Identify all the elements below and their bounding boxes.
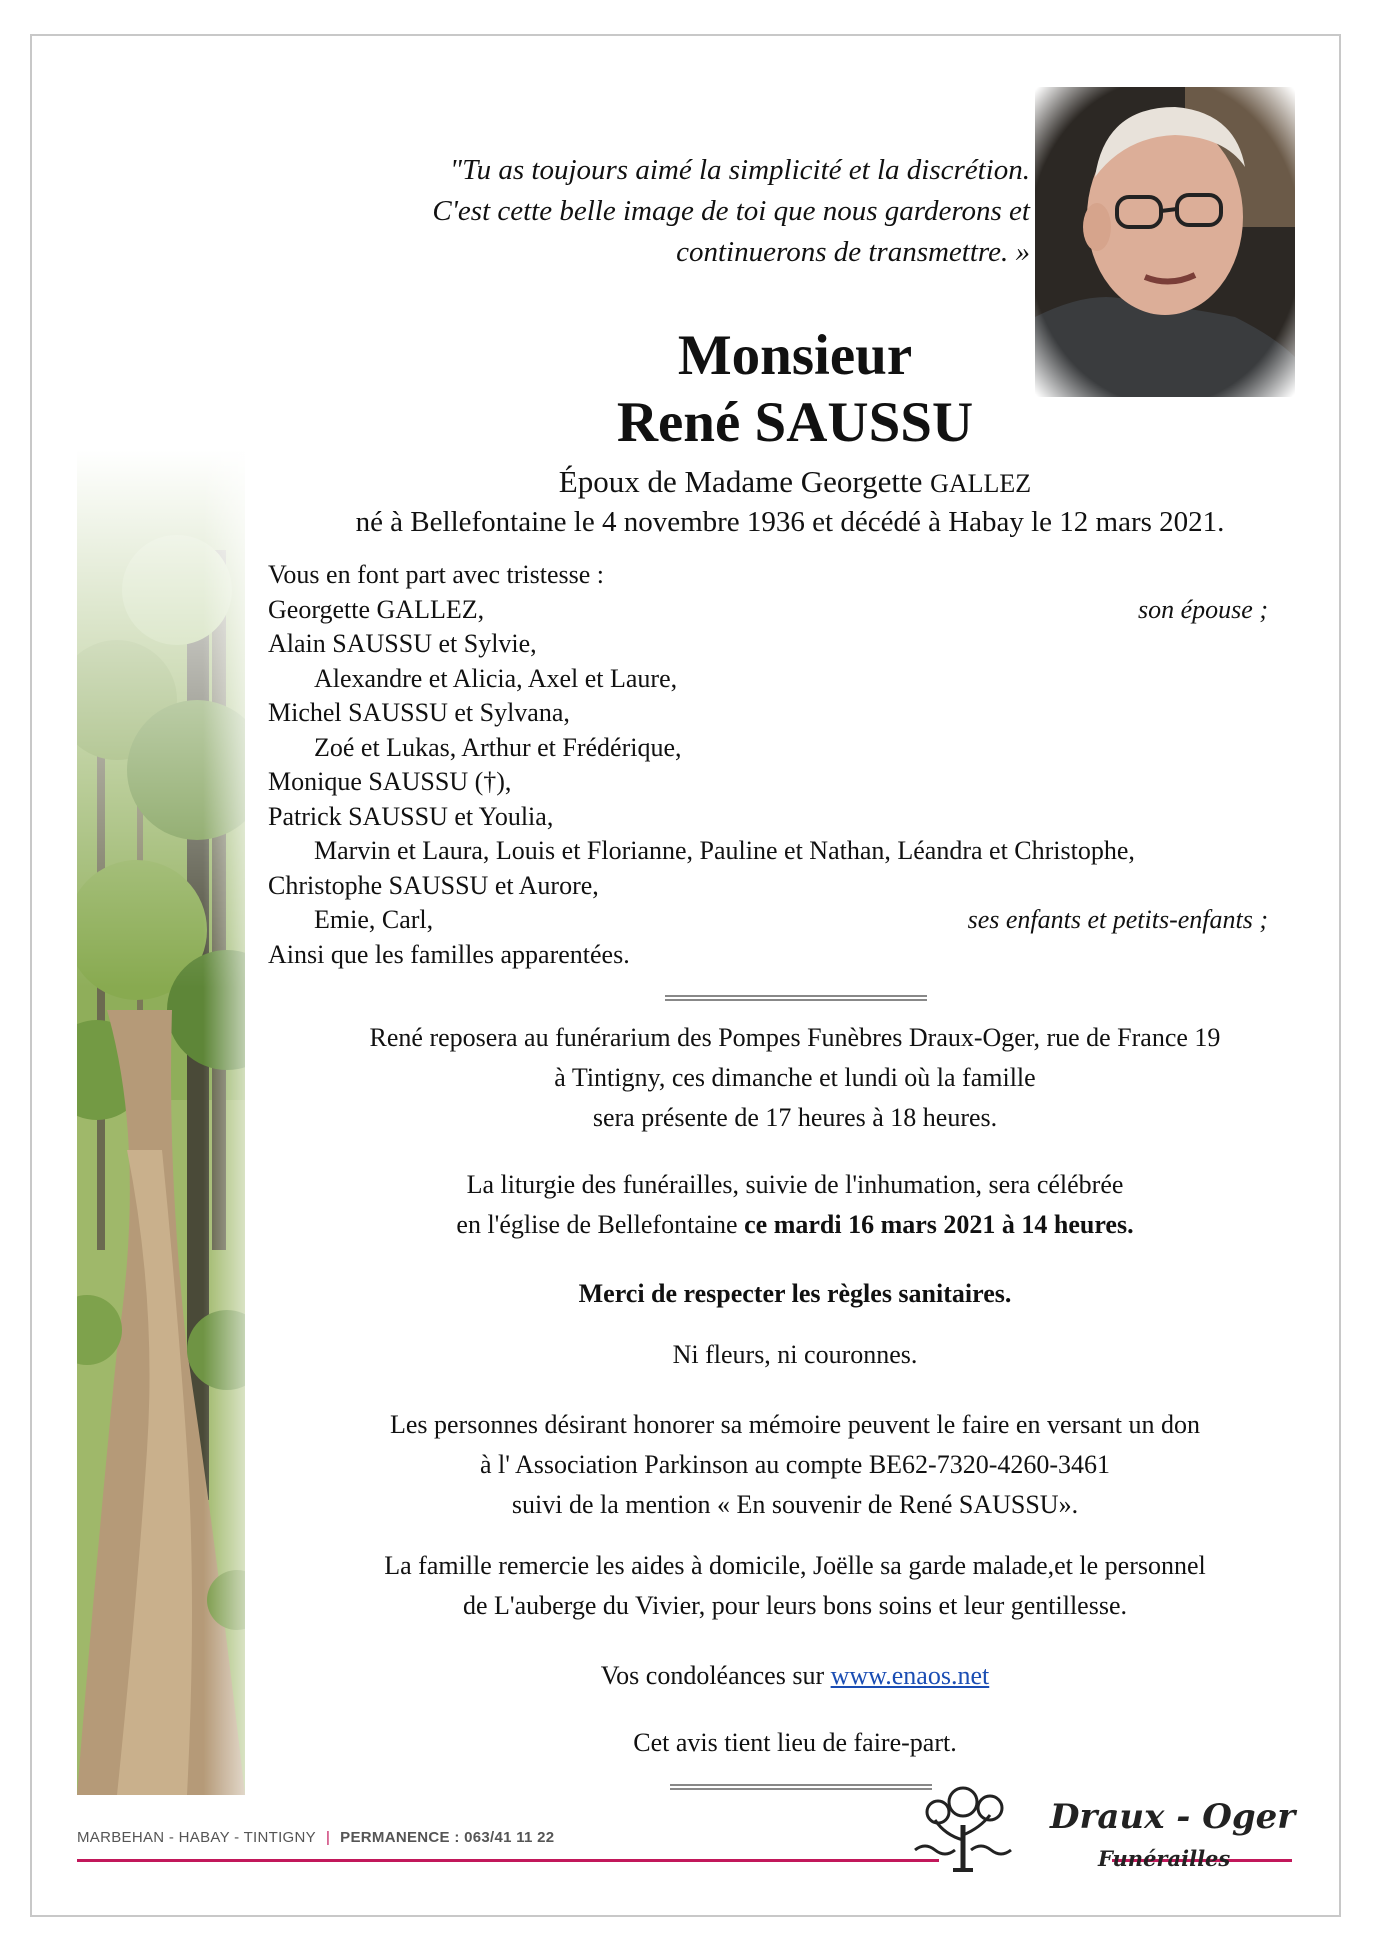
repose-info (280, 1018, 1310, 1138)
footer-separator: | (325, 1829, 331, 1846)
birth-death-line: né à Bellefontaine le 4 novembre 1936 et décédé à Habay le 12 mars 2021. (355, 506, 1225, 538)
deceased-name: René SAUSSU (616, 391, 974, 454)
liturgy-date: ce mardi 16 mars 2021 à 14 heures. (744, 1210, 1134, 1239)
quote-line: C'est cette belle image de toi que nous garderons et (432, 195, 1030, 227)
forest-path-image (77, 450, 245, 1795)
condolences-line: Vos condoléances sur www.enaos.net (600, 1661, 990, 1690)
family-line: Zoé et Lukas, Arthur et Frédérique, (314, 732, 682, 762)
family-line: Alain SAUSSU et Sylvie, (268, 629, 537, 658)
donation-line: Les personnes désirant honorer sa mémoire peuvent le faire en versant un don (389, 1410, 1201, 1439)
family-role: son épouse ; (1138, 594, 1268, 624)
brand-name: Draux - Oger (1050, 1797, 1296, 1837)
family-line: Marvin et Laura, Louis et Florianne, Pauline et Nathan, Léandra et Christophe, (314, 836, 1135, 865)
spouse-prefix: Époux de Madame Georgette (558, 464, 931, 499)
spouse-surname: GALLEZ (930, 469, 1032, 498)
tree-logo-icon (905, 1780, 1025, 1875)
liturgy-line: en l'église de Bellefontaine ce mardi 16 mars 2021 à 14 heures. (456, 1210, 1134, 1239)
repose-line: sera présente de 17 heures à 18 heures. (592, 1103, 998, 1132)
brand-subtitle: Funérailles (1098, 1846, 1231, 1871)
memorial-quote (280, 150, 1030, 273)
thanks-info (280, 1546, 1310, 1626)
family-line: Monique SAUSSU (†), (268, 767, 512, 796)
liturgy-line: La liturgie des funérailles, suivie de l'inhumation, sera célébrée (466, 1170, 1124, 1199)
family-line: Emie, Carl, ses enfants et petits-enfants ; (268, 903, 1268, 938)
flowers-notice: Ni fleurs, ni couronnes. (672, 1340, 918, 1369)
sanitary-notice: Merci de respecter les règles sanitaires. (578, 1279, 1012, 1308)
spouse-line (460, 462, 1130, 504)
footer-accent-line (77, 1859, 939, 1862)
repose-line: René reposera au funérarium des Pompes Funèbres Draux-Oger, rue de France 19 (369, 1023, 1221, 1052)
family-line: Patrick SAUSSU et Youlia, (268, 801, 554, 831)
family-line: Christophe SAUSSU et Aurore, (268, 870, 599, 900)
donation-line: à l' Association Parkinson au compte BE62-7320-4260-3461 (479, 1450, 1111, 1479)
notice-line: Cet avis tient lieu de faire-part. (633, 1728, 957, 1757)
liturgy-info (280, 1165, 1310, 1245)
condolences-link[interactable]: www.enaos.net (830, 1661, 990, 1690)
footer-permanence: PERMANENCE : 063/41 11 22 (340, 1829, 555, 1846)
footer-locations: MARBEHAN - HABAY - TINTIGNY (77, 1829, 316, 1846)
quote-line: "Tu as toujours aimé la simplicité et la discrétion. (449, 154, 1030, 186)
footer-contact (77, 1829, 554, 1846)
donation-info (280, 1405, 1310, 1525)
thanks-line: La famille remercie les aides à domicile, Joëlle sa garde malade,et le personnel (384, 1551, 1206, 1580)
honorific: Monsieur (677, 324, 913, 387)
repose-line: à Tintigny, ces dimanche et lundi où la famille (554, 1063, 1036, 1092)
donation-line: suivi de la mention « En souvenir de René SAUSSU». (511, 1490, 1079, 1519)
family-line: Michel SAUSSU et Sylvana, (268, 698, 570, 727)
family-intro: Vous en font part avec tristesse : (268, 560, 604, 589)
family-line: Ainsi que les familles apparentées. (268, 939, 630, 969)
family-line: Alexandre et Alicia, Axel et Laure, (314, 663, 678, 693)
family-line: Georgette GALLEZ, son épouse ; (268, 593, 1268, 628)
quote-line: continuerons de transmettre. » (676, 236, 1030, 268)
divider (665, 995, 927, 1001)
family-role: ses enfants et petits-enfants ; (967, 905, 1268, 934)
divider (670, 1784, 932, 1790)
family-list (268, 558, 1268, 972)
thanks-line: de L'auberge du Vivier, pour leurs bons soins et leur gentillesse. (463, 1591, 1127, 1620)
deceased-heading (460, 322, 1130, 456)
